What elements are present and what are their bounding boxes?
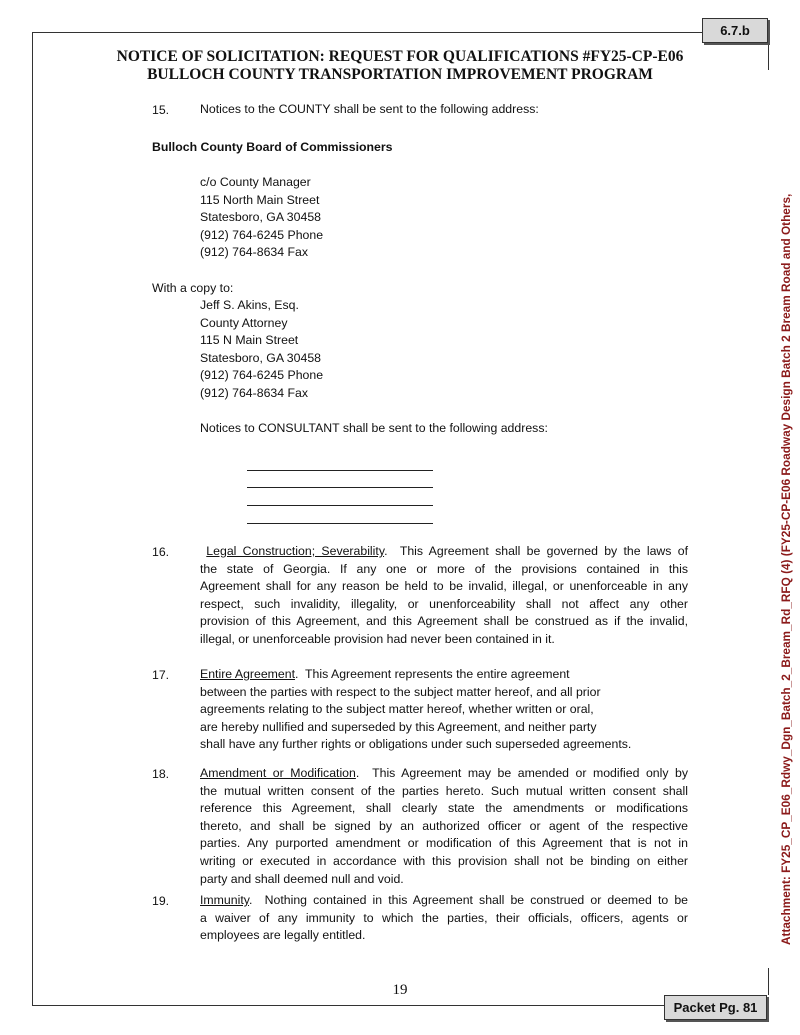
blank-address-line <box>247 470 433 471</box>
item-17-paragraph: Entire Agreement. This Agreement represents the entire agreement between the parties with respect to the subject matter hereof, and all prior agreements relating to the subject matter hereof, whether written or oral, are hereby nullified and superseded by this Agreement, and neither party shall have any further rights or obligations under such superseded agreements. <box>200 666 688 754</box>
blank-address-line <box>247 487 433 488</box>
packet-page-badge: Packet Pg. 81 <box>664 995 767 1020</box>
address-line: 115 North Main Street <box>200 192 320 207</box>
item-18-heading: Amendment or Modification <box>200 766 356 780</box>
item-19-number: 19. <box>152 894 170 908</box>
text-line: employees are legally entitled. <box>200 928 366 943</box>
text-line: between the parties with respect to the subject matter hereof, and all prior <box>200 684 601 699</box>
text-line: Nothing contained in this Agreement shall be construed or deemed to be <box>264 893 688 907</box>
blank-address-line <box>247 505 433 506</box>
text-line: provision of this Agreement, and this Agreement shall be construed as if the invalid, <box>200 614 688 629</box>
text-line: shall have any further rights or obligations under such superseded agreements. <box>200 737 632 752</box>
blank-address-line <box>247 523 433 524</box>
page-number: 19 <box>392 982 408 998</box>
address-line: 115 N Main Street <box>200 333 299 348</box>
address-line: Jeff S. Akins, Esq. <box>200 298 299 312</box>
text-line: thereto, and shall be signed by an authorized officer or agent of the respective <box>200 818 688 833</box>
address-line: County Attorney <box>200 315 288 330</box>
text-line: This Agreement may be amended or modified only by <box>372 766 689 780</box>
item-15-text: Notices to the COUNTY shall be sent to the following address: <box>200 102 539 116</box>
address-line: (912) 764-6245 Phone <box>200 368 324 383</box>
frame-top-line <box>32 32 702 33</box>
title-line-1: NOTICE OF SOLICITATION: REQUEST FOR QUALIFICATIONS #FY25-CP-E06 <box>116 48 684 65</box>
address-line: (912) 764-6245 Phone <box>200 227 324 242</box>
copy-address <box>200 297 323 403</box>
item-16-number: 16. <box>152 545 170 559</box>
text-line: are hereby nullified and superseded by this Agreement, and neither party <box>200 719 597 734</box>
consultant-notice: Notices to CONSULTANT shall be sent to the following address: <box>200 421 548 435</box>
address-line: (912) 764-8634 Fax <box>200 385 309 400</box>
page-title <box>32 48 768 84</box>
frame-right-tick-top <box>768 42 769 70</box>
county-address <box>200 174 323 262</box>
item-15-number: 15. <box>152 103 170 117</box>
frame-left-line <box>32 32 33 1006</box>
text-line: party and shall deemed null and void. <box>200 871 404 886</box>
item-18-number: 18. <box>152 767 170 781</box>
text-line: a waiver of any immunity to which the parties, their officials, officers, agents or <box>200 910 688 925</box>
text-line: respect, such invalidity, illegality, or unenforceability shall not affect any other <box>200 596 688 611</box>
text-line: This Agreement shall be governed by the laws of <box>399 544 688 558</box>
text-line: parties. Any purported amendment or modification of this Agreement that is not in <box>200 836 688 851</box>
text-line: agreements relating to the subject matter hereof, whether written or oral, <box>200 702 594 717</box>
attachment-side-text: Attachment: FY25_CP_E06_Rdwy_Dgn_Batch_2_Bream_Rd_RFQ (4) (FY25-CP-E06 Roadway Design Batch 2 Bream Road and Others, <box>779 193 793 945</box>
text-line: the state of Georgia. If any one or more of the provisions contained in this <box>200 561 688 576</box>
text-line: Agreement shall for any reason be held to be invalid, illegal, or unenforceable in any <box>200 579 688 594</box>
address-line: (912) 764-8634 Fax <box>200 245 309 260</box>
address-line: Statesboro, GA 30458 <box>200 210 322 225</box>
text-line: This Agreement represents the entire agreement <box>305 667 570 681</box>
item-17-number: 17. <box>152 668 170 682</box>
item-19-paragraph: Immunity. Nothing contained in this Agreement shall be construed or deemed to be a waiver of any immunity to which the parties, their officials, officers, agents or employees are legally entitled. <box>200 892 688 945</box>
text-line: reference this Agreement, shall clearly state the amendments or modifications <box>200 801 688 816</box>
address-line: c/o County Manager <box>200 175 311 189</box>
address-line: Statesboro, GA 30458 <box>200 350 322 365</box>
item-17-heading: Entire Agreement <box>200 667 296 681</box>
item-16-heading: Legal Construction; Severability <box>206 544 385 558</box>
text-line: the mutual written consent of the parties hereto. Such mutual written consent shall <box>200 783 688 798</box>
item-19-heading: Immunity <box>200 893 249 907</box>
text-line: illegal, or unenforceable provision had never been contained in it. <box>200 631 555 646</box>
frame-bottom-line <box>32 1005 664 1006</box>
text-line: writing or executed in accordance with this provision shall not be binding on either <box>200 853 688 868</box>
title-line-2: BULLOCH COUNTY TRANSPORTATION IMPROVEMENT PROGRAM <box>147 66 653 83</box>
county-heading: Bulloch County Board of Commissioners <box>152 140 393 154</box>
item-16-paragraph: Legal Construction; Severability. This Agreement shall be governed by the laws of the state of Georgia. If any one or more of the provisions contained in this Agreement shall for any reason be held to be invalid, illegal, or unenforceable in any respect, such invalidity, illegality, or unenforceability shall not affect any other provision of this Agreement, and this Agreement shall be construed as if the invalid, illegal, or unenforceable provision had never been contained in it. <box>200 543 688 649</box>
copy-label: With a copy to: <box>152 281 234 295</box>
item-18-paragraph: Amendment or Modification. This Agreement may be amended or modified only by the mutual written consent of the parties hereto. Such mutual written consent shall reference this Agreement, shall clearly state the amendments or modifications thereto, and shall be signed by an authorized officer or agent of the respective parties. Any purported amendment or modification of this Agreement that is not in writing or executed in accordance with this provision shall not be binding on either party and shall deemed null and void. <box>200 765 688 888</box>
section-badge: 6.7.b <box>702 18 768 43</box>
